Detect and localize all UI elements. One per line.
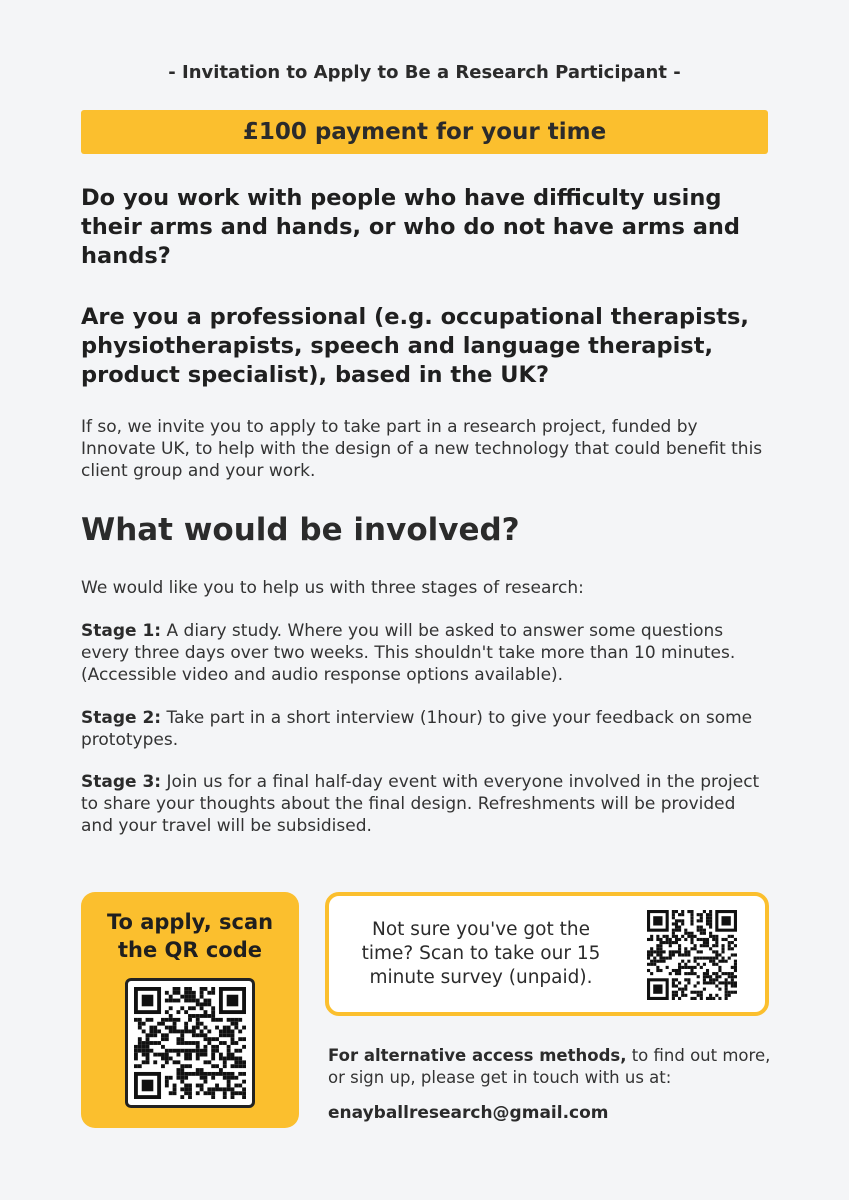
- question-work-with-people: Do you work with people who have difficulty using their arms and hands, or who do not have arms and hands?: [81, 185, 741, 269]
- involved-lead: We would like you to help us with three stages of research:: [81, 578, 584, 598]
- intro-paragraph: If so, we invite you to apply to take part in a research project, funded by Innovate UK, to help with the design of a new technology that could benefit this client group and your work.: [81, 417, 763, 481]
- involved-heading: What would be involved?: [81, 512, 520, 548]
- apply-box: [81, 892, 299, 1128]
- payment-banner: [81, 110, 768, 154]
- qr-code-icon: [134, 987, 246, 1099]
- apply-title-line-2: the QR code: [117, 938, 263, 962]
- stage-1: [81, 620, 771, 686]
- stage-3-text: Join us for a final half-day event with everyone involved in the project to share your thoughts about the final design. Refreshments will be provided and your travel will be subsidised.: [81, 772, 760, 836]
- alternative-access-bold: For alternative access methods,: [328, 1046, 627, 1065]
- alternative-access-rest: to find out more, or sign up, please get in touch with us at:: [328, 1046, 771, 1087]
- stage-2-text: Take part in a short interview (1hour) to give your feedback on some prototypes.: [81, 708, 753, 750]
- stage-3-label: Stage 3:: [81, 772, 162, 792]
- qr-code-icon[interactable]: [647, 910, 737, 1000]
- contact-email[interactable]: enayballresearch@gmail.com: [328, 1103, 609, 1123]
- stage-1-label: Stage 1:: [81, 621, 162, 641]
- apply-qr-code[interactable]: [125, 978, 255, 1108]
- apply-title-line-1: To apply, scan: [106, 910, 274, 934]
- stage-2-label: Stage 2:: [81, 708, 162, 728]
- stage-2: [81, 707, 771, 751]
- invitation-title: - Invitation to Apply to Be a Research Participant -: [168, 62, 681, 83]
- stage-1-text: A diary study. Where you will be asked to answer some questions every three days over two weeks. This shouldn't take more than 10 minutes. (Accessible video and audio response options available).: [81, 621, 736, 685]
- survey-text: Not sure you've got the time? Scan to take our 15 minute survey (unpaid).: [361, 919, 601, 988]
- stage-3: [81, 771, 771, 837]
- question-professional: Are you a professional (e.g. occupational therapists, physiotherapists, speech and language therapist, product specialist), based in the UK?: [81, 304, 749, 388]
- survey-box: [325, 892, 769, 1016]
- apply-title: [81, 908, 299, 964]
- payment-text: £100 payment for your time: [242, 119, 607, 145]
- alternative-access-text: [328, 1045, 773, 1089]
